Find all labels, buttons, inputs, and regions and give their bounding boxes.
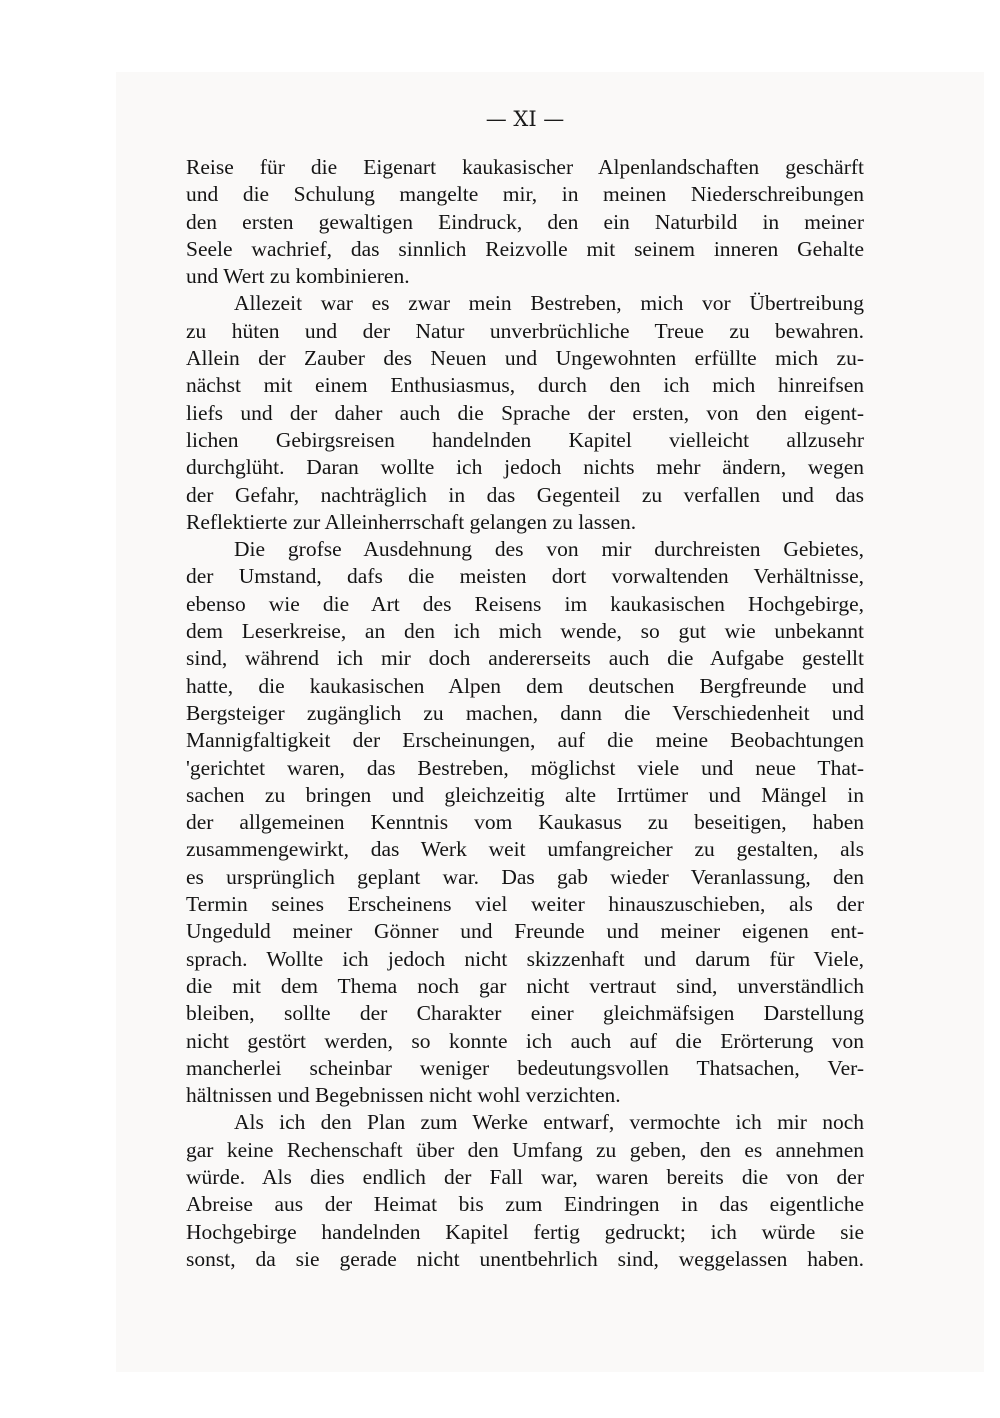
text-line: 'gerichtet waren, das Bestreben, möglichst viele und neue That- xyxy=(186,755,864,780)
text-line: Hochgebirge handelnden Kapitel fertig gedruckt; ich würde sie xyxy=(186,1219,864,1244)
text-line: den ersten gewaltigen Eindruck, den ein Naturbild in meiner xyxy=(186,209,864,234)
text-line: hältnissen und Begebnissen nicht wohl verzichten. xyxy=(186,1083,621,1108)
text-line: Reise für die Eigenart kaukasischer Alpenlandschaften geschärft xyxy=(186,155,864,179)
text-line: Ungeduld meiner Gönner und Freunde und meiner eigenen ent- xyxy=(186,919,864,944)
text-line: würde. Als dies endlich der Fall war, waren bereits die von der xyxy=(186,1164,864,1189)
text-line: Bergsteiger zugänglich zu machen, dann die Verschiedenheit und xyxy=(186,700,864,725)
text-line: zu hüten und der Natur unverbrüchliche Treue zu bewahren. xyxy=(186,318,864,343)
text-line: Die grofse Ausdehnung des von mir durchreisten Gebietes, xyxy=(234,537,864,562)
paragraph xyxy=(186,290,864,536)
text-line: nächst mit einem Enthusiasmus, durch den ich mich hinreifsen xyxy=(186,373,864,398)
text-line: sonst, da sie gerade nicht unentbehrlich sind, weggelassen haben. xyxy=(186,1246,864,1271)
text-line: es ursprünglich geplant war. Das gab wieder Veranlassung, den xyxy=(186,864,864,889)
text-line: gar keine Rechenschaft über den Umfang zu geben, den es annehmen xyxy=(186,1137,864,1162)
text-line: Mannigfaltigkeit der Erscheinungen, auf die meine Beobachtungen xyxy=(186,728,864,753)
text-line: nicht gestört werden, so konnte ich auch auf die Erörterung von xyxy=(186,1028,864,1053)
paragraph xyxy=(186,154,864,290)
text-line: ebenso wie die Art des Reisens im kaukasischen Hochgebirge, xyxy=(186,591,864,616)
text-line: zusammengewirkt, das Werk weit umfangreicher zu gestalten, als xyxy=(186,837,864,862)
text-line: der Gefahr, nachträglich in das Gegenteil zu verfallen und das xyxy=(186,482,864,507)
body-text xyxy=(186,154,864,1273)
text-line: der Umstand, dafs die meisten dort vorwaltenden Verhältnisse, xyxy=(186,564,864,589)
text-line: Als ich den Plan zum Werke entwarf, vermochte ich mir noch xyxy=(234,1110,864,1135)
text-line: Reflektierte zur Alleinherrschaft gelangen zu lassen. xyxy=(186,509,637,534)
text-line: sachen zu bringen und gleichzeitig alte Irrtümer und Mängel in xyxy=(186,782,864,807)
text-line: sind, während ich mir doch andererseits auch die Aufgabe gestellt xyxy=(186,646,864,671)
text-line: und Wert zu kombinieren. xyxy=(186,264,410,289)
text-line: die mit dem Thema noch gar nicht vertraut sind, unverständlich xyxy=(186,973,864,998)
paragraph xyxy=(186,536,864,1109)
text-line: hatte, die kaukasischen Alpen dem deutschen Bergfreunde und xyxy=(186,673,864,698)
text-line: Allein der Zauber des Neuen und Ungewohnten erfüllte mich zu- xyxy=(186,346,864,371)
text-line: der allgemeinen Kenntnis vom Kaukasus zu beseitigen, haben xyxy=(186,810,864,835)
text-line: mancherlei scheinbar weniger bedeutungsvollen Thatsachen, Ver- xyxy=(186,1055,864,1080)
text-line: bleiben, sollte der Charakter einer gleichmäfsigen Darstellung xyxy=(186,1001,864,1026)
page-number-header: — XI — xyxy=(485,107,565,131)
text-line: sprach. Wollte ich jedoch nicht skizzenhaft und darum für Viele, xyxy=(186,946,864,971)
text-line: Termin seines Erscheinens viel weiter hinauszuschieben, als der xyxy=(186,892,864,917)
paragraph xyxy=(186,1109,864,1273)
text-line: und die Schulung mangelte mir, in meinen Niederschreibungen xyxy=(186,182,864,207)
text-line: Abreise aus der Heimat bis zum Eindringen in das eigentliche xyxy=(186,1192,864,1217)
text-line: lichen Gebirgsreisen handelnden Kapitel vielleicht allzusehr xyxy=(186,427,864,452)
text-line: durchglüht. Daran wollte ich jedoch nichts mehr ändern, wegen xyxy=(186,455,864,480)
text-line: dem Leserkreise, an den ich mich wende, so gut wie unbekannt xyxy=(186,619,864,644)
text-line: Seele wachrief, das sinnlich Reizvolle mit seinem inneren Gehalte xyxy=(186,236,864,261)
text-line: liefs und der daher auch die Sprache der ersten, von den eigent- xyxy=(186,400,864,425)
text-line: Allezeit war es zwar mein Bestreben, mich vor Übertreibung xyxy=(234,291,864,316)
